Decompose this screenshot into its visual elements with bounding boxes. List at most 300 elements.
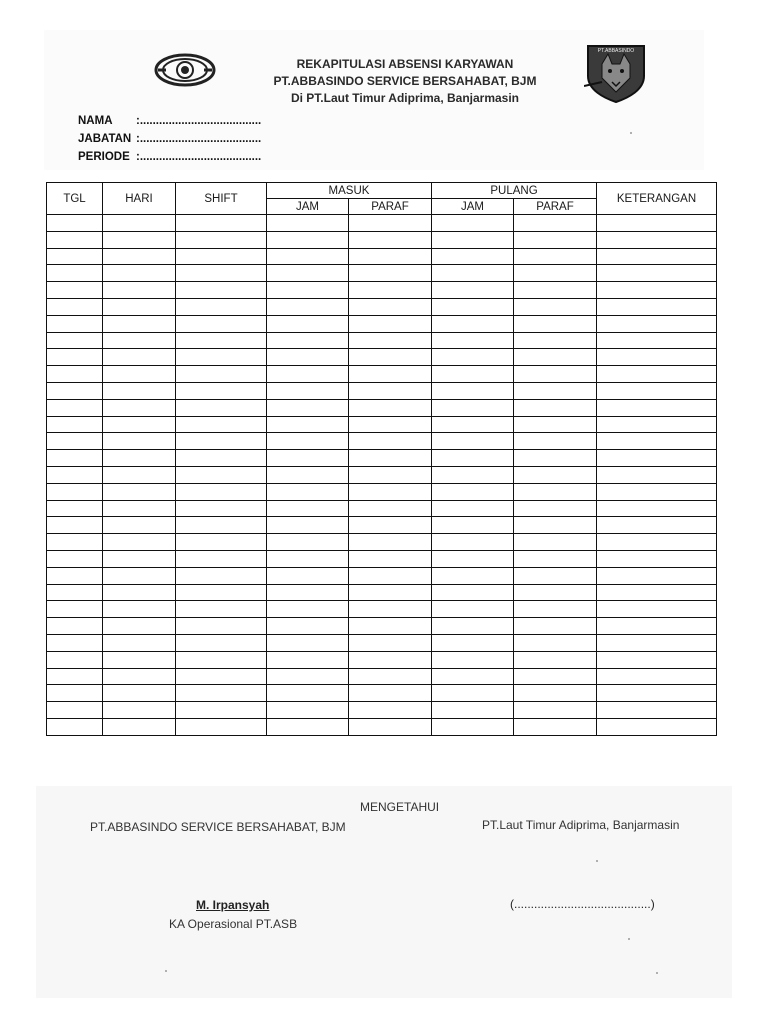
field-blank: :...................................... bbox=[136, 115, 262, 127]
attendance-table bbox=[46, 182, 717, 736]
table-cell bbox=[103, 382, 176, 399]
table-cell bbox=[597, 517, 717, 534]
table-cell bbox=[103, 248, 176, 265]
title-line-2: PT.ABBASINDO SERVICE BERSAHABAT, BJM bbox=[273, 74, 537, 88]
table-cell bbox=[267, 282, 349, 299]
table-cell bbox=[176, 450, 267, 467]
header-keterangan: KETERANGAN bbox=[597, 183, 717, 215]
table-cell bbox=[103, 416, 176, 433]
table-row bbox=[47, 265, 717, 282]
table-cell bbox=[432, 618, 514, 635]
table-cell bbox=[597, 366, 717, 383]
table-cell bbox=[432, 433, 514, 450]
table-cell bbox=[514, 584, 597, 601]
table-cell bbox=[514, 634, 597, 651]
table-cell bbox=[267, 416, 349, 433]
table-cell bbox=[47, 550, 103, 567]
table-cell bbox=[267, 702, 349, 719]
table-cell bbox=[176, 416, 267, 433]
table-row bbox=[47, 248, 717, 265]
table-cell bbox=[103, 349, 176, 366]
table-row bbox=[47, 668, 717, 685]
table-cell bbox=[47, 433, 103, 450]
table-cell bbox=[597, 702, 717, 719]
table-cell bbox=[514, 450, 597, 467]
table-cell bbox=[267, 399, 349, 416]
table-cell bbox=[514, 500, 597, 517]
table-cell bbox=[47, 500, 103, 517]
table-cell bbox=[47, 416, 103, 433]
table-cell bbox=[176, 702, 267, 719]
table-cell bbox=[349, 651, 432, 668]
table-cell bbox=[432, 651, 514, 668]
table-cell bbox=[432, 248, 514, 265]
table-cell bbox=[103, 517, 176, 534]
table-cell bbox=[349, 517, 432, 534]
table-cell bbox=[47, 718, 103, 735]
table-row bbox=[47, 702, 717, 719]
table-cell bbox=[47, 534, 103, 551]
table-row bbox=[47, 601, 717, 618]
table-cell bbox=[267, 517, 349, 534]
table-cell bbox=[514, 651, 597, 668]
table-cell bbox=[597, 651, 717, 668]
table-cell bbox=[349, 668, 432, 685]
table-cell bbox=[432, 668, 514, 685]
table-cell bbox=[267, 349, 349, 366]
table-cell bbox=[349, 315, 432, 332]
table-cell bbox=[597, 298, 717, 315]
table-cell bbox=[597, 215, 717, 232]
table-cell bbox=[432, 517, 514, 534]
table-cell bbox=[176, 651, 267, 668]
table-cell bbox=[597, 382, 717, 399]
table-row bbox=[47, 298, 717, 315]
table-cell bbox=[176, 634, 267, 651]
table-cell bbox=[267, 584, 349, 601]
table-cell bbox=[176, 718, 267, 735]
table-cell bbox=[47, 399, 103, 416]
table-cell bbox=[349, 265, 432, 282]
table-cell bbox=[432, 382, 514, 399]
table-cell bbox=[514, 567, 597, 584]
table-cell bbox=[176, 231, 267, 248]
table-cell bbox=[47, 231, 103, 248]
table-cell bbox=[514, 618, 597, 635]
table-cell bbox=[267, 248, 349, 265]
header-masuk-jam: JAM bbox=[267, 199, 349, 215]
table-row bbox=[47, 382, 717, 399]
employee-info-fields bbox=[78, 112, 261, 166]
header-masuk: MASUK bbox=[267, 183, 432, 199]
table-cell bbox=[267, 366, 349, 383]
scan-speck bbox=[165, 970, 167, 972]
table-cell bbox=[514, 349, 597, 366]
table-cell bbox=[103, 282, 176, 299]
table-cell bbox=[176, 399, 267, 416]
table-cell bbox=[103, 215, 176, 232]
table-cell bbox=[349, 382, 432, 399]
table-cell bbox=[514, 601, 597, 618]
table-cell bbox=[267, 618, 349, 635]
table-cell bbox=[176, 517, 267, 534]
table-cell bbox=[514, 231, 597, 248]
table-cell bbox=[47, 634, 103, 651]
table-cell bbox=[267, 634, 349, 651]
table-cell bbox=[349, 567, 432, 584]
table-cell bbox=[514, 668, 597, 685]
table-cell bbox=[176, 584, 267, 601]
table-cell bbox=[349, 298, 432, 315]
table-cell bbox=[267, 601, 349, 618]
table-row bbox=[47, 483, 717, 500]
table-cell bbox=[432, 634, 514, 651]
table-cell bbox=[349, 349, 432, 366]
table-row bbox=[47, 366, 717, 383]
table-cell bbox=[103, 332, 176, 349]
table-cell bbox=[432, 265, 514, 282]
table-cell bbox=[597, 601, 717, 618]
table-cell bbox=[597, 584, 717, 601]
table-cell bbox=[176, 668, 267, 685]
table-cell bbox=[47, 618, 103, 635]
table-row bbox=[47, 433, 717, 450]
table-cell bbox=[176, 298, 267, 315]
table-cell bbox=[432, 500, 514, 517]
table-cell bbox=[514, 517, 597, 534]
table-row bbox=[47, 500, 717, 517]
right-signatory-org: PT.Laut Timur Adiprima, Banjarmasin bbox=[482, 818, 680, 832]
table-row bbox=[47, 315, 717, 332]
scan-speck bbox=[596, 860, 598, 862]
table-cell bbox=[514, 332, 597, 349]
table-cell bbox=[103, 634, 176, 651]
table-cell bbox=[514, 483, 597, 500]
table-row bbox=[47, 584, 717, 601]
right-signatory-blank: (.........................................) bbox=[510, 897, 655, 911]
table-cell bbox=[267, 382, 349, 399]
scan-speck bbox=[628, 938, 630, 940]
table-cell bbox=[47, 668, 103, 685]
table-cell bbox=[267, 265, 349, 282]
table-cell bbox=[349, 702, 432, 719]
table-cell bbox=[349, 534, 432, 551]
table-cell bbox=[432, 315, 514, 332]
table-cell bbox=[349, 366, 432, 383]
table-cell bbox=[267, 567, 349, 584]
table-cell bbox=[597, 231, 717, 248]
header-pulang-paraf: PARAF bbox=[514, 199, 597, 215]
document-heading bbox=[260, 56, 550, 107]
table-row bbox=[47, 416, 717, 433]
table-cell bbox=[432, 399, 514, 416]
table-cell bbox=[176, 315, 267, 332]
table-cell bbox=[349, 550, 432, 567]
table-cell bbox=[176, 567, 267, 584]
table-cell bbox=[103, 399, 176, 416]
table-cell bbox=[47, 215, 103, 232]
table-cell bbox=[176, 366, 267, 383]
table-cell bbox=[176, 248, 267, 265]
table-cell bbox=[176, 534, 267, 551]
table-row bbox=[47, 282, 717, 299]
table-cell bbox=[103, 550, 176, 567]
table-row bbox=[47, 332, 717, 349]
table-cell bbox=[597, 265, 717, 282]
field-label: NAMA bbox=[78, 115, 113, 127]
table-cell bbox=[349, 483, 432, 500]
table-cell bbox=[597, 618, 717, 635]
left-signatory-name: M. Irpansyah bbox=[196, 898, 270, 912]
table-cell bbox=[349, 282, 432, 299]
table-cell bbox=[514, 382, 597, 399]
table-cell bbox=[597, 248, 717, 265]
table-row bbox=[47, 450, 717, 467]
table-cell bbox=[597, 668, 717, 685]
field-label: PERIODE bbox=[78, 151, 130, 163]
table-cell bbox=[103, 718, 176, 735]
table-row bbox=[47, 718, 717, 735]
table-cell bbox=[47, 450, 103, 467]
header-tgl: TGL bbox=[47, 183, 103, 215]
table-cell bbox=[103, 433, 176, 450]
field-blank: :...................................... bbox=[136, 133, 262, 145]
table-cell bbox=[597, 399, 717, 416]
table-cell bbox=[176, 483, 267, 500]
table-cell bbox=[103, 483, 176, 500]
table-cell bbox=[103, 702, 176, 719]
field-nama bbox=[78, 112, 261, 130]
table-cell bbox=[47, 517, 103, 534]
table-row bbox=[47, 215, 717, 232]
table-cell bbox=[597, 416, 717, 433]
table-cell bbox=[103, 466, 176, 483]
table-cell bbox=[597, 332, 717, 349]
table-cell bbox=[267, 534, 349, 551]
table-cell bbox=[432, 584, 514, 601]
table-cell bbox=[176, 282, 267, 299]
svg-text:PT.ABBASINDO: PT.ABBASINDO bbox=[597, 48, 635, 54]
table-row bbox=[47, 231, 717, 248]
table-cell bbox=[432, 215, 514, 232]
table-cell bbox=[349, 634, 432, 651]
table-cell bbox=[349, 332, 432, 349]
table-cell bbox=[103, 265, 176, 282]
table-cell bbox=[432, 366, 514, 383]
table-cell bbox=[597, 450, 717, 467]
table-cell bbox=[514, 416, 597, 433]
table-cell bbox=[432, 685, 514, 702]
table-cell bbox=[176, 332, 267, 349]
table-row bbox=[47, 618, 717, 635]
left-signatory-org: PT.ABBASINDO SERVICE BERSAHABAT, BJM bbox=[90, 820, 346, 834]
table-cell bbox=[176, 349, 267, 366]
table-cell bbox=[176, 500, 267, 517]
table-cell bbox=[514, 550, 597, 567]
acknowledged-label: MENGETAHUI bbox=[360, 800, 440, 814]
table-cell bbox=[267, 450, 349, 467]
table-cell bbox=[514, 282, 597, 299]
table-cell bbox=[103, 450, 176, 467]
table-cell bbox=[597, 500, 717, 517]
table-cell bbox=[432, 298, 514, 315]
table-cell bbox=[514, 366, 597, 383]
table-row bbox=[47, 567, 717, 584]
table-cell bbox=[514, 399, 597, 416]
title-line-3: Di PT.Laut Timur Adiprima, Banjarmasin bbox=[290, 91, 520, 105]
table-cell bbox=[349, 231, 432, 248]
table-cell bbox=[432, 416, 514, 433]
table-cell bbox=[47, 366, 103, 383]
table-cell bbox=[47, 315, 103, 332]
table-cell bbox=[47, 349, 103, 366]
table-cell bbox=[267, 668, 349, 685]
table-cell bbox=[349, 500, 432, 517]
table-cell bbox=[597, 685, 717, 702]
field-label: JABATAN bbox=[78, 133, 132, 145]
table-cell bbox=[514, 248, 597, 265]
table-cell bbox=[176, 265, 267, 282]
table-row bbox=[47, 534, 717, 551]
table-cell bbox=[597, 567, 717, 584]
table-cell bbox=[267, 332, 349, 349]
table-cell bbox=[176, 601, 267, 618]
table-cell bbox=[432, 349, 514, 366]
table-cell bbox=[597, 282, 717, 299]
table-row bbox=[47, 651, 717, 668]
field-jabatan bbox=[78, 130, 261, 148]
table-cell bbox=[349, 618, 432, 635]
table-row bbox=[47, 466, 717, 483]
header-shift: SHIFT bbox=[176, 183, 267, 215]
scan-speck bbox=[656, 972, 658, 974]
table-cell bbox=[267, 718, 349, 735]
table-cell bbox=[267, 483, 349, 500]
table-cell bbox=[103, 315, 176, 332]
header-pulang-jam: JAM bbox=[432, 199, 514, 215]
table-cell bbox=[47, 248, 103, 265]
table-cell bbox=[47, 466, 103, 483]
scan-speck bbox=[630, 132, 632, 134]
table-cell bbox=[514, 433, 597, 450]
table-cell bbox=[47, 584, 103, 601]
table-cell bbox=[349, 685, 432, 702]
table-cell bbox=[514, 466, 597, 483]
table-cell bbox=[349, 718, 432, 735]
table-cell bbox=[267, 685, 349, 702]
left-signatory-title: KA Operasional PT.ASB bbox=[169, 917, 298, 931]
table-cell bbox=[514, 265, 597, 282]
table-cell bbox=[47, 382, 103, 399]
table-row bbox=[47, 634, 717, 651]
table-cell bbox=[103, 298, 176, 315]
table-cell bbox=[47, 702, 103, 719]
table-cell bbox=[349, 433, 432, 450]
table-cell bbox=[432, 702, 514, 719]
table-row bbox=[47, 349, 717, 366]
table-cell bbox=[349, 584, 432, 601]
table-cell bbox=[267, 298, 349, 315]
table-cell bbox=[432, 534, 514, 551]
table-cell bbox=[432, 466, 514, 483]
table-cell bbox=[597, 634, 717, 651]
table-cell bbox=[103, 366, 176, 383]
table-cell bbox=[176, 550, 267, 567]
table-cell bbox=[47, 298, 103, 315]
table-cell bbox=[176, 685, 267, 702]
table-cell bbox=[47, 265, 103, 282]
header-pulang: PULANG bbox=[432, 183, 597, 199]
table-cell bbox=[103, 651, 176, 668]
table-row bbox=[47, 685, 717, 702]
table-cell bbox=[432, 231, 514, 248]
table-cell bbox=[514, 534, 597, 551]
table-cell bbox=[103, 685, 176, 702]
table-cell bbox=[103, 601, 176, 618]
table-cell bbox=[432, 282, 514, 299]
table-cell bbox=[349, 466, 432, 483]
table-cell bbox=[267, 215, 349, 232]
table-cell bbox=[432, 718, 514, 735]
field-blank: :...................................... bbox=[136, 151, 262, 163]
title-line-1: REKAPITULASI ABSENSI KARYAWAN bbox=[296, 57, 514, 71]
table-cell bbox=[47, 282, 103, 299]
table-cell bbox=[597, 534, 717, 551]
table-cell bbox=[103, 567, 176, 584]
table-cell bbox=[47, 483, 103, 500]
table-cell bbox=[349, 248, 432, 265]
table-cell bbox=[432, 601, 514, 618]
table-cell bbox=[597, 315, 717, 332]
table-cell bbox=[597, 433, 717, 450]
table-cell bbox=[597, 550, 717, 567]
table-cell bbox=[514, 702, 597, 719]
table-cell bbox=[514, 718, 597, 735]
company-emblem-logo bbox=[154, 52, 216, 88]
table-cell bbox=[47, 567, 103, 584]
table-cell bbox=[176, 215, 267, 232]
table-cell bbox=[349, 450, 432, 467]
table-cell bbox=[176, 466, 267, 483]
table-cell bbox=[103, 584, 176, 601]
table-cell bbox=[514, 315, 597, 332]
table-cell bbox=[432, 332, 514, 349]
table-cell bbox=[267, 651, 349, 668]
table-cell bbox=[597, 718, 717, 735]
table-cell bbox=[103, 500, 176, 517]
table-cell bbox=[176, 618, 267, 635]
header-hari: HARI bbox=[103, 183, 176, 215]
table-cell bbox=[267, 231, 349, 248]
table-cell bbox=[349, 416, 432, 433]
table-cell bbox=[267, 466, 349, 483]
table-cell bbox=[432, 483, 514, 500]
table-cell bbox=[432, 567, 514, 584]
table-cell bbox=[267, 500, 349, 517]
table-cell bbox=[514, 298, 597, 315]
table-cell bbox=[47, 601, 103, 618]
shield-wolf-logo bbox=[584, 42, 648, 104]
table-cell bbox=[103, 231, 176, 248]
table-cell bbox=[432, 450, 514, 467]
table-cell bbox=[349, 601, 432, 618]
table-cell bbox=[349, 215, 432, 232]
table-cell bbox=[597, 483, 717, 500]
table-cell bbox=[349, 399, 432, 416]
table-cell bbox=[47, 332, 103, 349]
table-row bbox=[47, 550, 717, 567]
table-body bbox=[47, 215, 717, 736]
